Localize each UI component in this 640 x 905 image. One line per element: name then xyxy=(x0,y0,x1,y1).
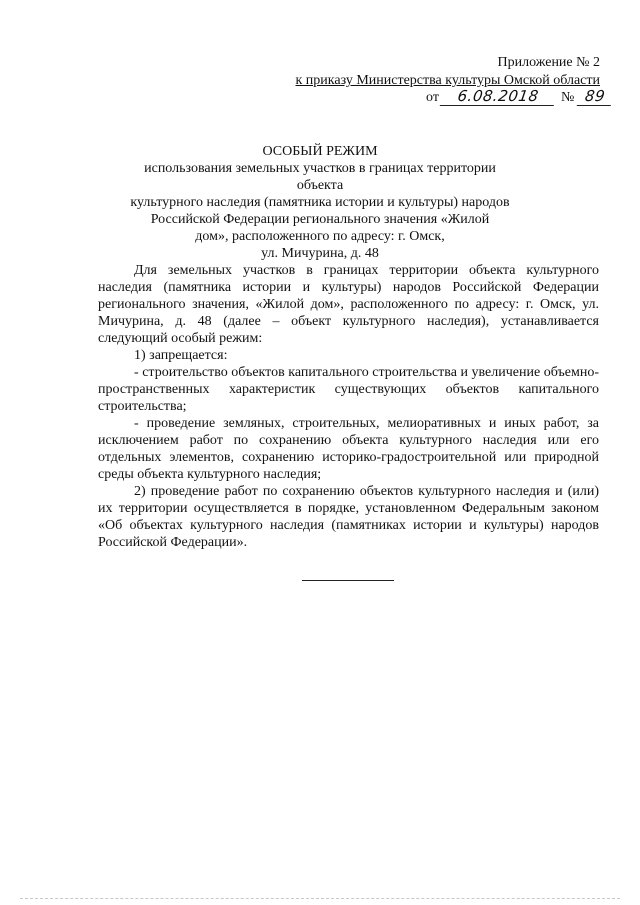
order-date-line xyxy=(426,88,612,106)
document-body xyxy=(98,262,599,551)
appendix-header xyxy=(296,54,601,89)
number-label: № xyxy=(560,90,575,105)
item-prohibited: 1) запрещается: xyxy=(134,348,228,363)
title-line: Российской Федерации регионального значения «Жилой xyxy=(150,212,490,227)
order-reference xyxy=(296,72,601,89)
bullet-construction: - строительство объектов капитального строительства и увеличение объемно-пространственных характеристик существующих объектов капитального строительства; xyxy=(98,365,599,414)
end-divider xyxy=(302,580,394,581)
document-heading: ОСОБЫЙ РЕЖИМ xyxy=(262,144,378,159)
order-reference-text: к приказу Министерства культуры Омской области xyxy=(295,73,600,88)
title-line: культурного наследия (памятника истории и культуры) народов xyxy=(130,195,510,210)
bullet-earthworks: - проведение земляных, строительных, мелиоративных и иных работ, за исключением работ по сохранению объекта культурного наследия или его отдельных элементов, сохранению историко-градостроительной или природной среды объекта культурного наследия; xyxy=(98,416,599,482)
title-line: дом», расположенного по адресу: г. Омск, xyxy=(195,229,445,244)
title-line: использования земельных участков в границах территории объекта xyxy=(144,161,496,193)
title-line: ул. Мичурина, д. 48 xyxy=(261,246,379,261)
date-label: от xyxy=(426,90,439,105)
item-preservation-works: 2) проведение работ по сохранению объектов культурного наследия и (или) их территории осуществляется в порядке, установленном Федеральным законом «Об объектах культурного наследия (памятниках истории и культуры) народов Российской Федерации». xyxy=(98,484,599,550)
appendix-number: Приложение № 2 xyxy=(497,55,600,70)
document-title-block xyxy=(120,143,520,262)
handwritten-number: 89 xyxy=(577,88,614,106)
intro-paragraph: Для земельных участков в границах территории объекта культурного наследия (памятника истории и культуры) народов Российской Федерации регионального значения, «Жилой дом», расположенного по адресу: г. Омск, ул. Мичурина, д. 48 (далее – объект культурного наследия), устанавливается следующий особый режим: xyxy=(98,263,599,346)
handwritten-date: 6.08.2018 xyxy=(440,88,557,106)
scan-edge-line xyxy=(20,898,620,899)
